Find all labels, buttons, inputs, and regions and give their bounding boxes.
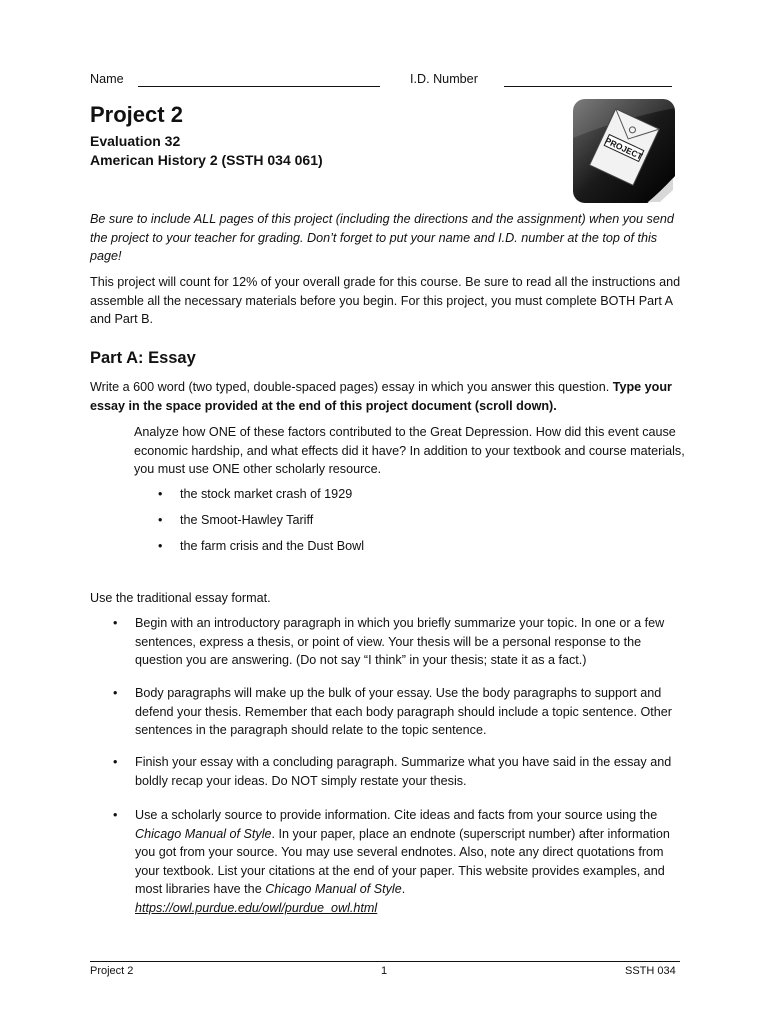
footer-left: Project 2 xyxy=(90,965,134,977)
footer-divider xyxy=(90,961,680,962)
part-a-heading: Part A: Essay xyxy=(90,349,196,367)
factor-item-text: the farm crisis and the Dust Bowl xyxy=(180,539,365,553)
intro-instructions: Be sure to include ALL pages of this project (including the directions and the assignment) when you send the project to your teacher for grading. Don’t forget to put your name and I.D. number at the top of this page! xyxy=(90,212,674,263)
bullet-icon: • xyxy=(158,487,163,501)
purdue-owl-link[interactable]: https://owl.purdue.edu/owl/purdue_owl.html xyxy=(135,900,378,915)
source-item-text xyxy=(135,806,691,917)
project-envelope-logo xyxy=(572,98,676,204)
factor-item-text: the stock market crash of 1929 xyxy=(180,487,353,501)
name-label: Name xyxy=(90,72,124,86)
name-field-line[interactable] xyxy=(138,86,380,87)
page-title: Project 2 xyxy=(90,102,183,127)
essay-prompt: Analyze how ONE of these factors contributed to the Great Depression. How did this event cause economic hardship, and what effects did it have? In addition to your textbook and course materials, you must use ONE other scholarly resource. xyxy=(134,425,685,476)
part-a-lead-text: Write a 600 word (two typed, double-spaced pages) essay in which you answer this question. xyxy=(90,380,613,394)
bullet-icon: • xyxy=(113,616,118,630)
course-subtitle: American History 2 (SSTH 034 061) xyxy=(90,152,323,168)
format-item-text: Begin with an introductory paragraph in which you briefly summarize your topic. In one or a few sentences, express a thesis, or point of view. Your thesis will be a personal response to the question you are answering. (Do not say “I think” in your thesis; state it as a fact.) xyxy=(135,616,665,667)
bullet-icon: • xyxy=(113,755,118,769)
bullet-icon: • xyxy=(158,513,163,527)
bullet-icon: • xyxy=(158,539,163,553)
logo-project-text: PROJECT xyxy=(603,135,645,162)
source-italic-2: Chicago Manual of Style xyxy=(265,882,402,896)
source-italic-1: Chicago Manual of Style xyxy=(135,826,272,841)
id-number-field-line[interactable] xyxy=(504,86,672,87)
page-number: 1 xyxy=(381,965,388,977)
id-number-label: I.D. Number xyxy=(410,72,478,86)
evaluation-subtitle: Evaluation 32 xyxy=(90,133,181,149)
bullet-icon: • xyxy=(113,686,118,700)
bullet-icon: • xyxy=(113,808,118,822)
source-text-2: . In your paper, place an endnote (superscript number) after information you got from your source. You may use several endnotes. Also, note any direct quotations from your textbook. List your citations at the end of your paper. This website provides examples, and most libraries have the xyxy=(135,826,670,896)
grade-info-paragraph: This project will count for 12% of your overall grade for this course. Be sure to read all the instructions and assemble all the necessary materials before you begin. For this project, you must complete BOTH Part A and Part B. xyxy=(90,275,681,326)
student-info-row xyxy=(90,72,680,92)
source-text-1: Use a scholarly source to provide information. Cite ideas and facts from your source using the xyxy=(135,808,658,822)
format-item-text: Finish your essay with a concluding paragraph. Summarize what you have said in the essay and boldly recap your ideas. Do NOT simply restate your thesis. xyxy=(135,755,672,788)
part-a-lead xyxy=(90,378,690,415)
footer-right: SSTH 034 xyxy=(625,965,676,977)
factor-item-text: the Smoot-Hawley Tariff xyxy=(180,513,314,527)
source-text-3: . xyxy=(401,882,406,896)
format-intro: Use the traditional essay format. xyxy=(90,591,271,605)
part-a-lead-bold: Type your essay in the space provided at the end of this project document (scroll down). xyxy=(90,380,672,413)
format-item-text: Body paragraphs will make up the bulk of your essay. Use the body paragraphs to support and defend your thesis. Remember that each body paragraph should include a topic sentence. Other sentences in the paragraph should relate to the topic sentence. xyxy=(135,686,672,737)
